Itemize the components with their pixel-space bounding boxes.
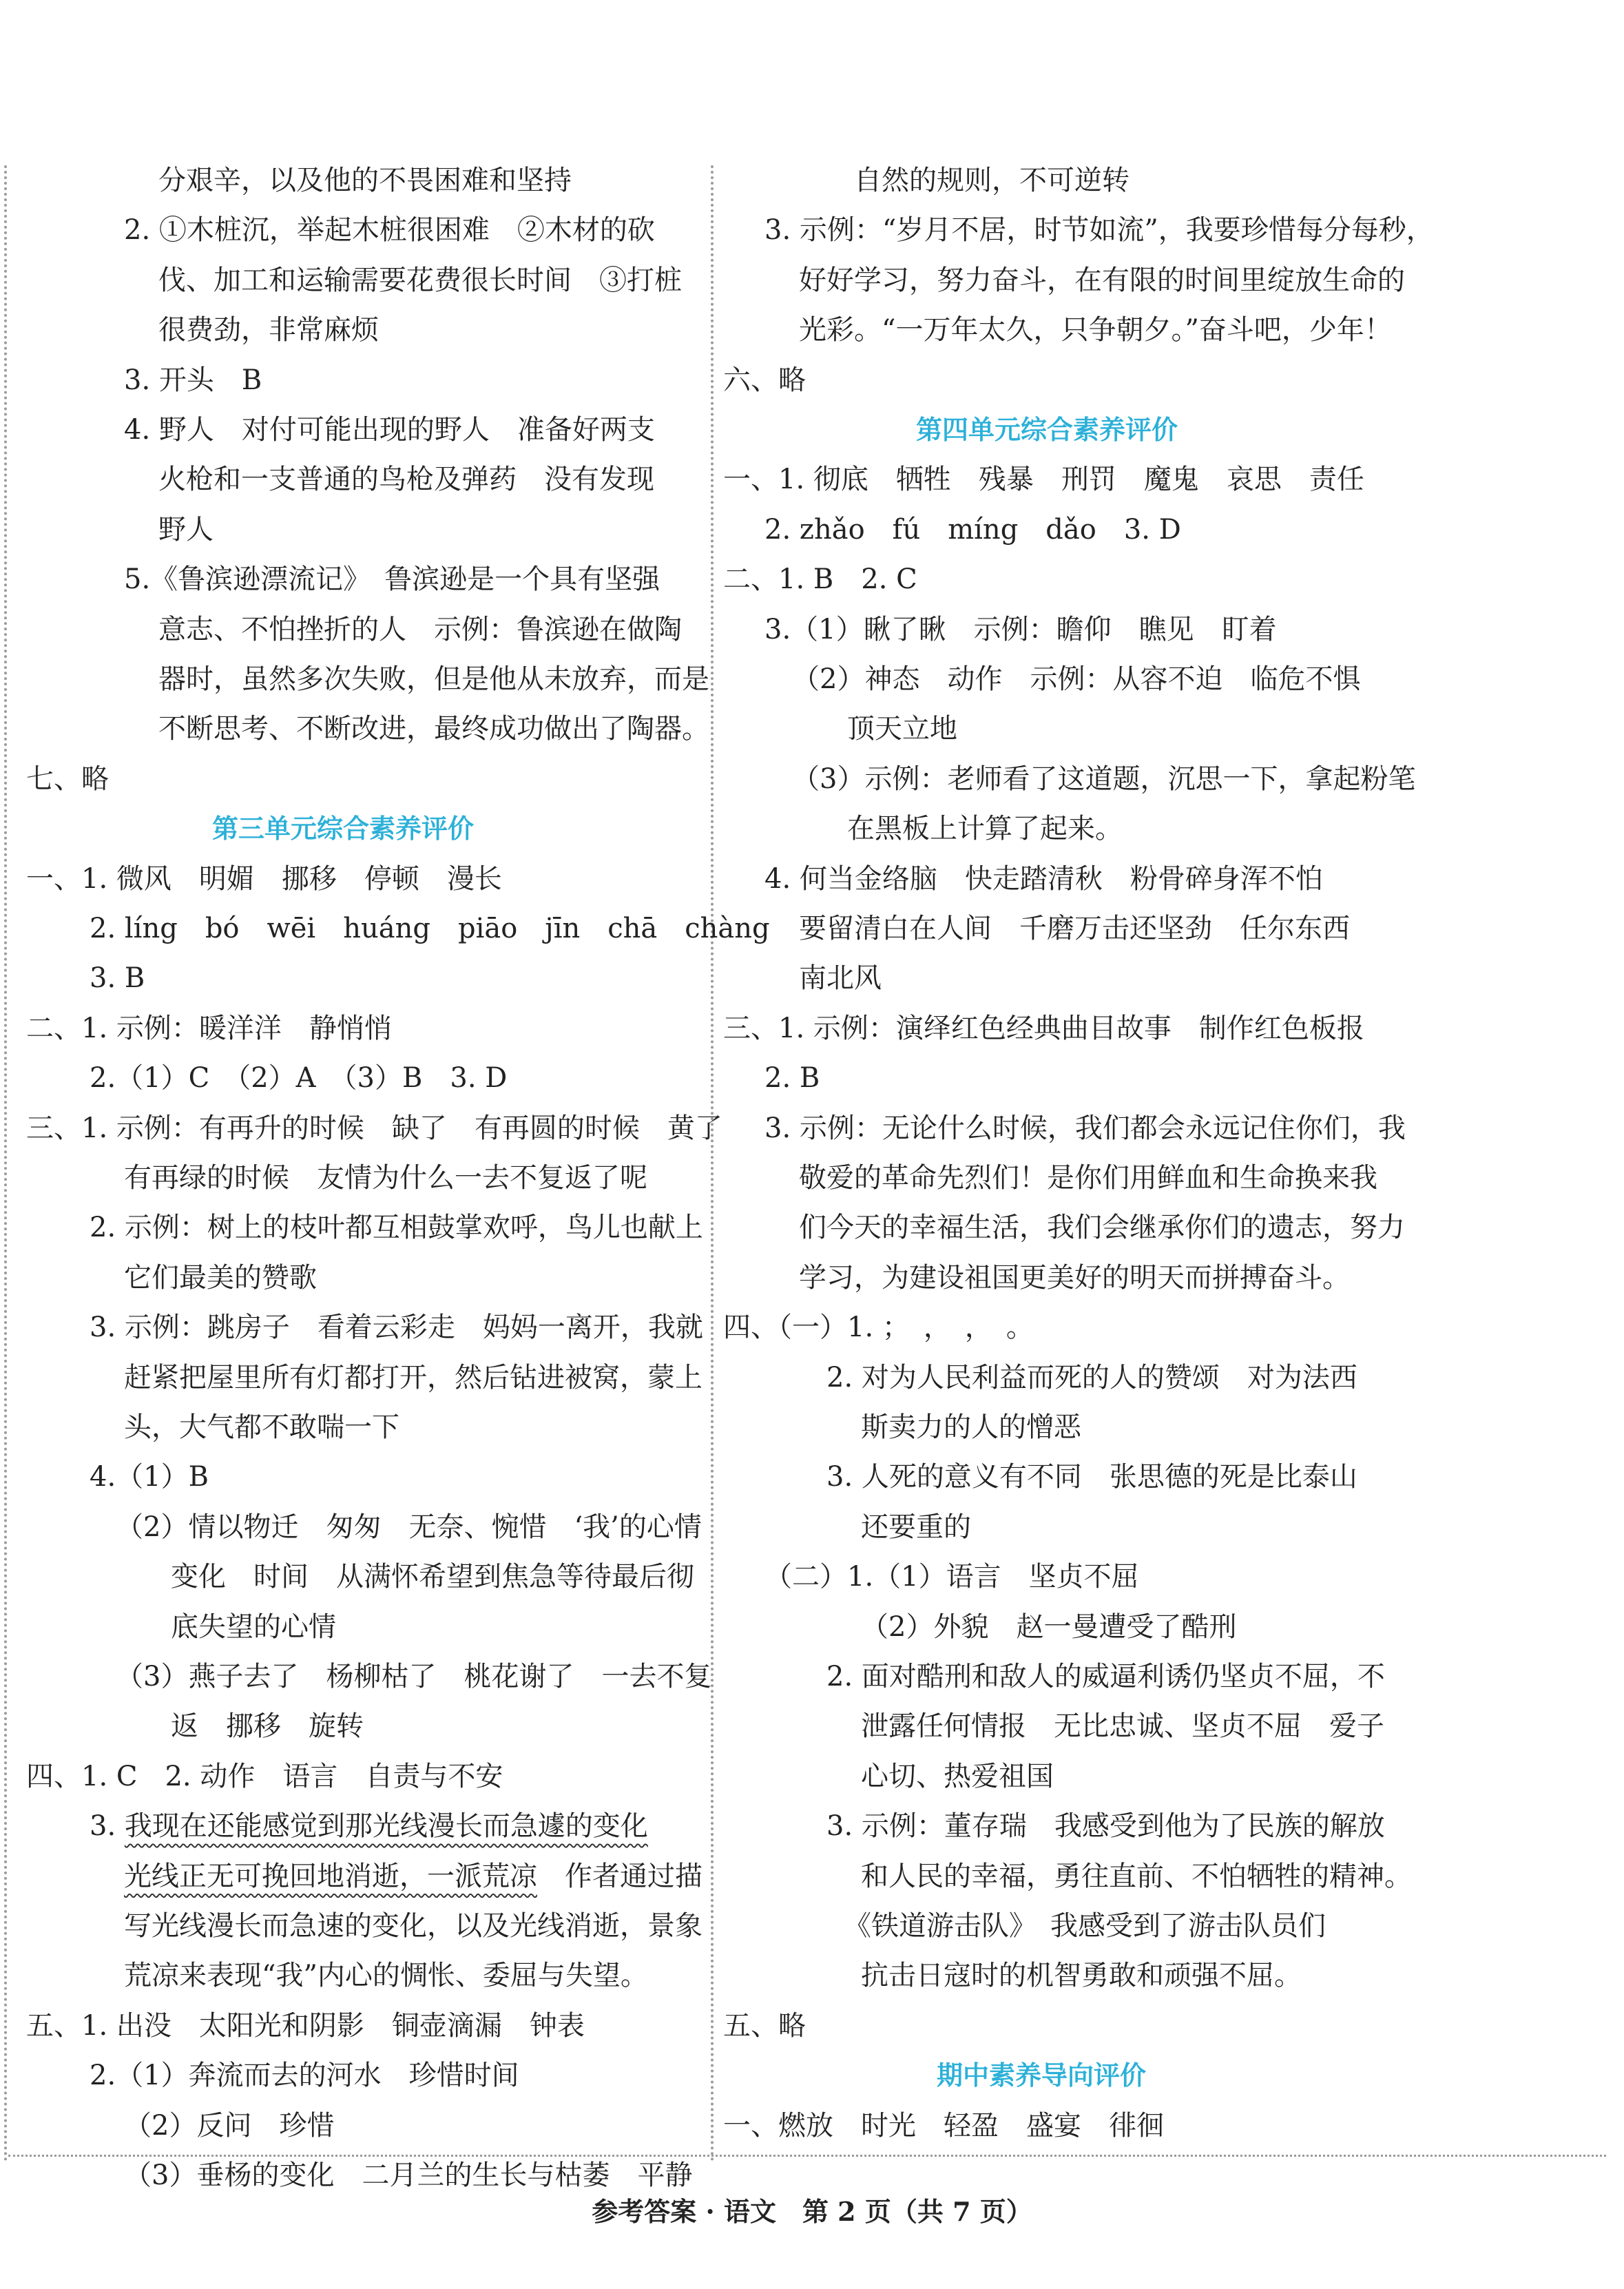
answer-line: 好好学习，努力奋斗，在有限的时间里绽放生命的 — [799, 264, 1405, 296]
answer-line: 荒凉来表现“我”内心的惆怅、委屈与失望。 — [124, 1960, 648, 1992]
answer-line: 意志、不怕挫折的人 示例：鲁滨逊在做陶 — [158, 613, 682, 645]
answer-line: 不断思考、不断改进，最终成功做出了陶器。 — [158, 713, 709, 745]
answer-line: 野人 — [158, 513, 214, 546]
answer-line: 和人民的幸福，勇往直前、不怕牺牲的精神。 — [861, 1860, 1412, 1892]
answer-line: 2. líng bó wēi huáng piāo jīn chā chàng — [90, 913, 770, 944]
answer-line: 3. 我现在还能感觉到那光线漫长而急遽的变化 — [90, 1810, 648, 1843]
answer-line: 很费劲，非常麻烦 — [158, 314, 379, 346]
answer-line: 2. 示例：树上的枝叶都互相鼓掌欢呼，鸟儿也献上 — [90, 1212, 703, 1244]
answer-line: 心切、热爱祖国 — [861, 1760, 1054, 1792]
answer-line: 3. 示例：“岁月不居，时节如流”，我要珍惜每分每秒， — [764, 214, 1434, 247]
answer-line: 2.（1）奔流而去的河水 珍惜时间 — [90, 2060, 519, 2092]
answer-line: 伐、加工和运输需要花费很长时间 ③打桩 — [158, 264, 682, 296]
answer-line: 三、1. 示例：演绎红色经典曲目故事 制作红色板报 — [723, 1012, 1364, 1044]
answer-line: 火枪和一支普通的鸟枪及弹药 没有发现 — [158, 464, 654, 496]
answer-line: 四、（一）1. ； ， ， 。 — [723, 1312, 1034, 1344]
page-footer: 参考答案 · 语文 第 2 页（共 7 页） — [592, 2196, 1032, 2227]
answer-line: 有再绿的时候 友情为什么一去不复返了呢 — [124, 1162, 647, 1194]
answer-line: 头，大气都不敢喘一下 — [124, 1411, 399, 1443]
answer-line: 一、燃放 时光 轻盈 盛宴 徘徊 — [723, 2109, 1164, 2142]
section-heading: 第三单元综合素养评价 — [212, 814, 475, 845]
answer-line: （2）外貌 赵一曼遭受了酷刑 — [861, 1610, 1237, 1643]
answer-line: 赶紧把屋里所有灯都打开，然后钻进被窝，蒙上 — [124, 1361, 702, 1394]
footer-divider — [8, 2155, 1606, 2157]
answer-line: 3. 示例：董存瑞 我感受到他为了民族的解放 — [826, 1810, 1385, 1843]
answer-line: 底失望的心情 — [171, 1610, 336, 1643]
section-heading: 期中素养导向评价 — [937, 2060, 1147, 2091]
answer-line: 还要重的 — [861, 1511, 971, 1543]
answer-line: （3）示例：老师看了这道题，沉思一下，拿起粉笔 — [792, 763, 1416, 795]
answer-line: 二、1. B 2. C — [723, 563, 917, 596]
answer-line: 2. B — [764, 1062, 820, 1095]
answer-line: 《铁道游击队》 我感受到了游击队员们 — [844, 1910, 1326, 1942]
answer-line: 2. zhǎo fú míng dǎo 3. D — [764, 513, 1181, 546]
left-divider — [4, 165, 7, 2163]
answer-line: 4. 何当金络脑 快走踏清秋 粉骨碎身浑不怕 — [764, 862, 1323, 895]
answer-line: 要留清白在人间 千磨万击还坚劲 任尔东西 — [799, 913, 1350, 944]
answer-line: 2. 面对酷刑和敌人的威逼利诱仍坚贞不屈，不 — [826, 1661, 1385, 1692]
answer-line: 3. 人死的意义有不同 张思德的死是比泰山 — [826, 1461, 1357, 1493]
answer-line: 抗击日寇时的机智勇敢和顽强不屈。 — [861, 1960, 1302, 1992]
answer-line: 器时，虽然多次失败，但是他从未放弃，而是 — [158, 663, 709, 695]
answer-line: 5.《鲁滨逊漂流记》 鲁滨逊是一个具有坚强 — [124, 563, 660, 596]
answer-line: （3）燕子去了 杨柳枯了 桃花谢了 一去不复 — [116, 1661, 712, 1692]
answer-line: 光彩。“一万年太久，只争朝夕。”奋斗吧，少年！ — [799, 314, 1392, 346]
answer-line: 它们最美的赞歌 — [124, 1261, 317, 1294]
answer-line: 自然的规则，不可逆转 — [854, 165, 1129, 196]
column-divider — [711, 165, 714, 2163]
answer-line: 二、1. 示例：暖洋洋 静悄悄 — [26, 1012, 392, 1044]
answer-line: 写光线漫长而急速的变化，以及光线消逝，景象 — [124, 1910, 702, 1942]
answer-line: 3. 示例：无论什么时候，我们都会永远记住你们，我 — [764, 1112, 1406, 1144]
answer-line: 学习，为建设祖国更美好的明天而拼搏奋斗。 — [799, 1261, 1350, 1294]
answer-line: 返 挪移 旋转 — [171, 1710, 364, 1743]
answer-line: 斯卖力的人的憎恶 — [861, 1411, 1081, 1443]
answer-line: 一、1. 彻底 牺牲 残暴 刑罚 魔鬼 哀思 责任 — [723, 464, 1364, 496]
answer-line: 光线正无可挽回地消逝，一派荒凉 作者通过描 — [124, 1860, 702, 1892]
answer-line: 六、略 — [723, 364, 806, 396]
answer-line: （2）情以物迁 匆匆 无奈、惋惜 ‘我’的心情 — [116, 1511, 702, 1543]
answer-line: 2.（1）C （2）A （3）B 3. D — [90, 1062, 508, 1095]
answer-line: 分艰辛，以及他的不畏困难和坚持 — [158, 165, 572, 196]
answer-line: 泄露任何情报 无比忠诚、坚贞不屈 爱子 — [861, 1710, 1384, 1743]
answer-line: 顶天立地 — [847, 713, 957, 745]
answer-line: 3.（1）瞅了瞅 示例：瞻仰 瞧见 盯着 — [764, 613, 1277, 645]
section-heading: 第四单元综合素养评价 — [916, 415, 1178, 445]
answer-line: 3. 示例：跳房子 看着云彩走 妈妈一离开，我就 — [90, 1312, 703, 1344]
answer-line: 一、1. 微风 明媚 挪移 停顿 漫长 — [26, 862, 502, 895]
answer-line: 变化 时间 从满怀希望到焦急等待最后彻 — [171, 1561, 694, 1593]
answer-line: （3）垂杨的变化 二月兰的生长与枯萎 平静 — [124, 2159, 693, 2191]
answer-line: （2）反问 珍惜 — [124, 2109, 335, 2142]
answer-line: 七、略 — [26, 763, 109, 795]
answer-line: 2. 对为人民利益而死的人的赞颂 对为法西 — [826, 1361, 1357, 1394]
answer-line: 们今天的幸福生活，我们会继承你们的遗志，努力 — [799, 1212, 1405, 1244]
answer-line: 4.（1）B — [90, 1461, 209, 1493]
answer-line: 五、1. 出没 太阳光和阴影 铜壶滴漏 钟表 — [26, 2009, 585, 2042]
answer-line: 3. B — [90, 962, 145, 995]
answer-line: 四、1. C 2. 动作 语言 自责与不安 — [26, 1760, 503, 1792]
answer-line: 五、略 — [723, 2009, 806, 2042]
answer-line: 2. ①木桩沉，举起木桩很困难 ②木材的砍 — [124, 214, 655, 247]
answer-line: 3. 开头 B — [124, 364, 262, 396]
answer-line: 在黑板上计算了起来。 — [847, 813, 1123, 845]
answer-line: 三、1. 示例：有再升的时候 缺了 有再圆的时候 黄了 — [26, 1112, 722, 1144]
answer-line: 敬爱的革命先烈们！是你们用鲜血和生命换来我 — [799, 1162, 1377, 1194]
answer-line: （二）1.（1）语言 坚贞不屈 — [764, 1561, 1139, 1593]
answer-line: 4. 野人 对付可能出现的野人 准备好两支 — [124, 414, 655, 446]
answer-line: 南北风 — [799, 962, 882, 995]
answer-line: （2）神态 动作 示例：从容不迫 临危不惧 — [792, 663, 1361, 695]
